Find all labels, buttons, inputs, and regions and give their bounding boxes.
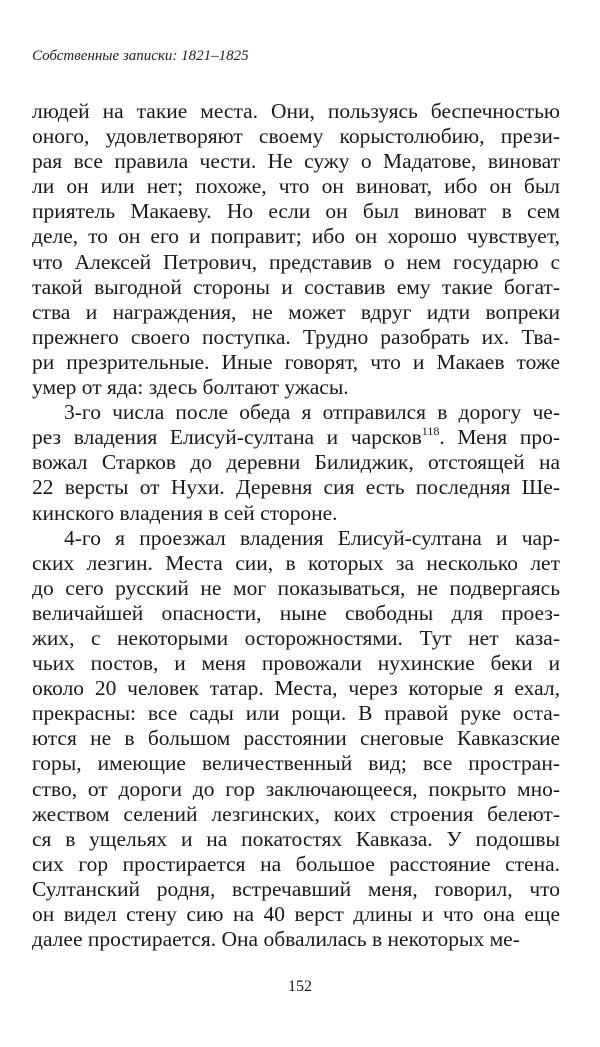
text-line: ся в ущельях и на покатостях Кавказа. У подошвы [32, 826, 560, 851]
text-line: кинского владения в сей стороне. [32, 500, 338, 525]
paragraph [32, 400, 560, 525]
text-line: сих гор простирается на большое расстояние стена. [32, 851, 560, 876]
text-line: рая все правила чести. Не сужу о Мадатове, виноват [32, 149, 560, 174]
text-line: горы, имеющие величественный вид; все простран- [32, 751, 560, 776]
text-line: ри презрительные. Иные говорят, что и Макаев тоже [32, 349, 560, 374]
text-line: приятель Макаеву. Но если он был виноват в сем [32, 199, 560, 224]
text-line: 22 версты от Нухи. Деревня сия есть последняя Ше- [32, 475, 560, 500]
text-line: жеством селений лезгинских, коих строения белеют- [32, 801, 560, 826]
text-line: 4-го я проезжал владения Елисуй-султана и чар- [64, 525, 560, 550]
text-line: далее простирается. Она обвалилась в некоторых ме- [32, 927, 520, 952]
text-line: умер от яда: здесь болтают ужасы. [32, 375, 349, 400]
text-line: прекрасны: все сады или рощи. В правой руке оста- [32, 701, 560, 726]
text-line [32, 425, 560, 450]
body-text [32, 99, 560, 952]
text-line: ли он или нет; похоже, что он виноват, ибо он был [32, 174, 560, 199]
text-line: жих, с некоторыми осторожностями. Тут нет каза- [32, 625, 560, 650]
page-number: 152 [288, 978, 312, 995]
text-line: чьих постов, и меня провожали нухинские беки и [32, 651, 560, 676]
text-line: прежнего своего поступка. Трудно разобрать их. Тва- [32, 324, 560, 349]
footnote-reference[interactable]: 118 [421, 424, 440, 439]
text-segment: . Меня про- [439, 425, 560, 450]
text-line: он видел стену сию на 40 верст длины и что она еще [32, 902, 560, 926]
text-line: до сего русский не мог показываться, не подвергаясь [32, 575, 560, 600]
text-line: около 20 человек татар. Места, через которые я ехал, [32, 676, 560, 701]
text-line: ства и награждения, не может вдруг идти вопреки [32, 299, 560, 324]
text-line: что Алексей Петрович, представив о нем государю с [32, 249, 560, 274]
paragraph [32, 526, 560, 953]
text-line: оного, удовлетворяют своему корыстолюбию, прези- [32, 124, 560, 149]
text-line: ских лезгин. Места сии, в которых за несколько лет [32, 550, 560, 575]
text-line: ются не в большом расстоянии снеговые Кавказские [32, 726, 560, 751]
text-line: вожал Старков до деревни Билиджик, отстоящей на [32, 450, 560, 475]
running-header: Собственные записки: 1821–1825 [32, 48, 249, 64]
text-line: деле, то он его и поправит; ибо он хорошо чувствует, [32, 224, 560, 249]
text-line: величайшей опасности, ныне свободны для проез- [32, 600, 560, 625]
text-line: людей на такие места. Они, пользуясь беспечностью [32, 99, 560, 123]
text-line: такой выгодной стороны и составив ему такие богат- [32, 274, 560, 299]
text-line: 3-го числа после обеда я отправился в дорогу че- [64, 400, 560, 425]
text-line: Султанский родня, встречавший меня, говорил, что [32, 876, 560, 901]
paragraph [32, 99, 560, 400]
text-segment: рез владения Елисуй-султана и чарсков [32, 425, 422, 450]
text-line: ство, от дороги до гор заключающееся, покрыто мно- [32, 776, 560, 801]
